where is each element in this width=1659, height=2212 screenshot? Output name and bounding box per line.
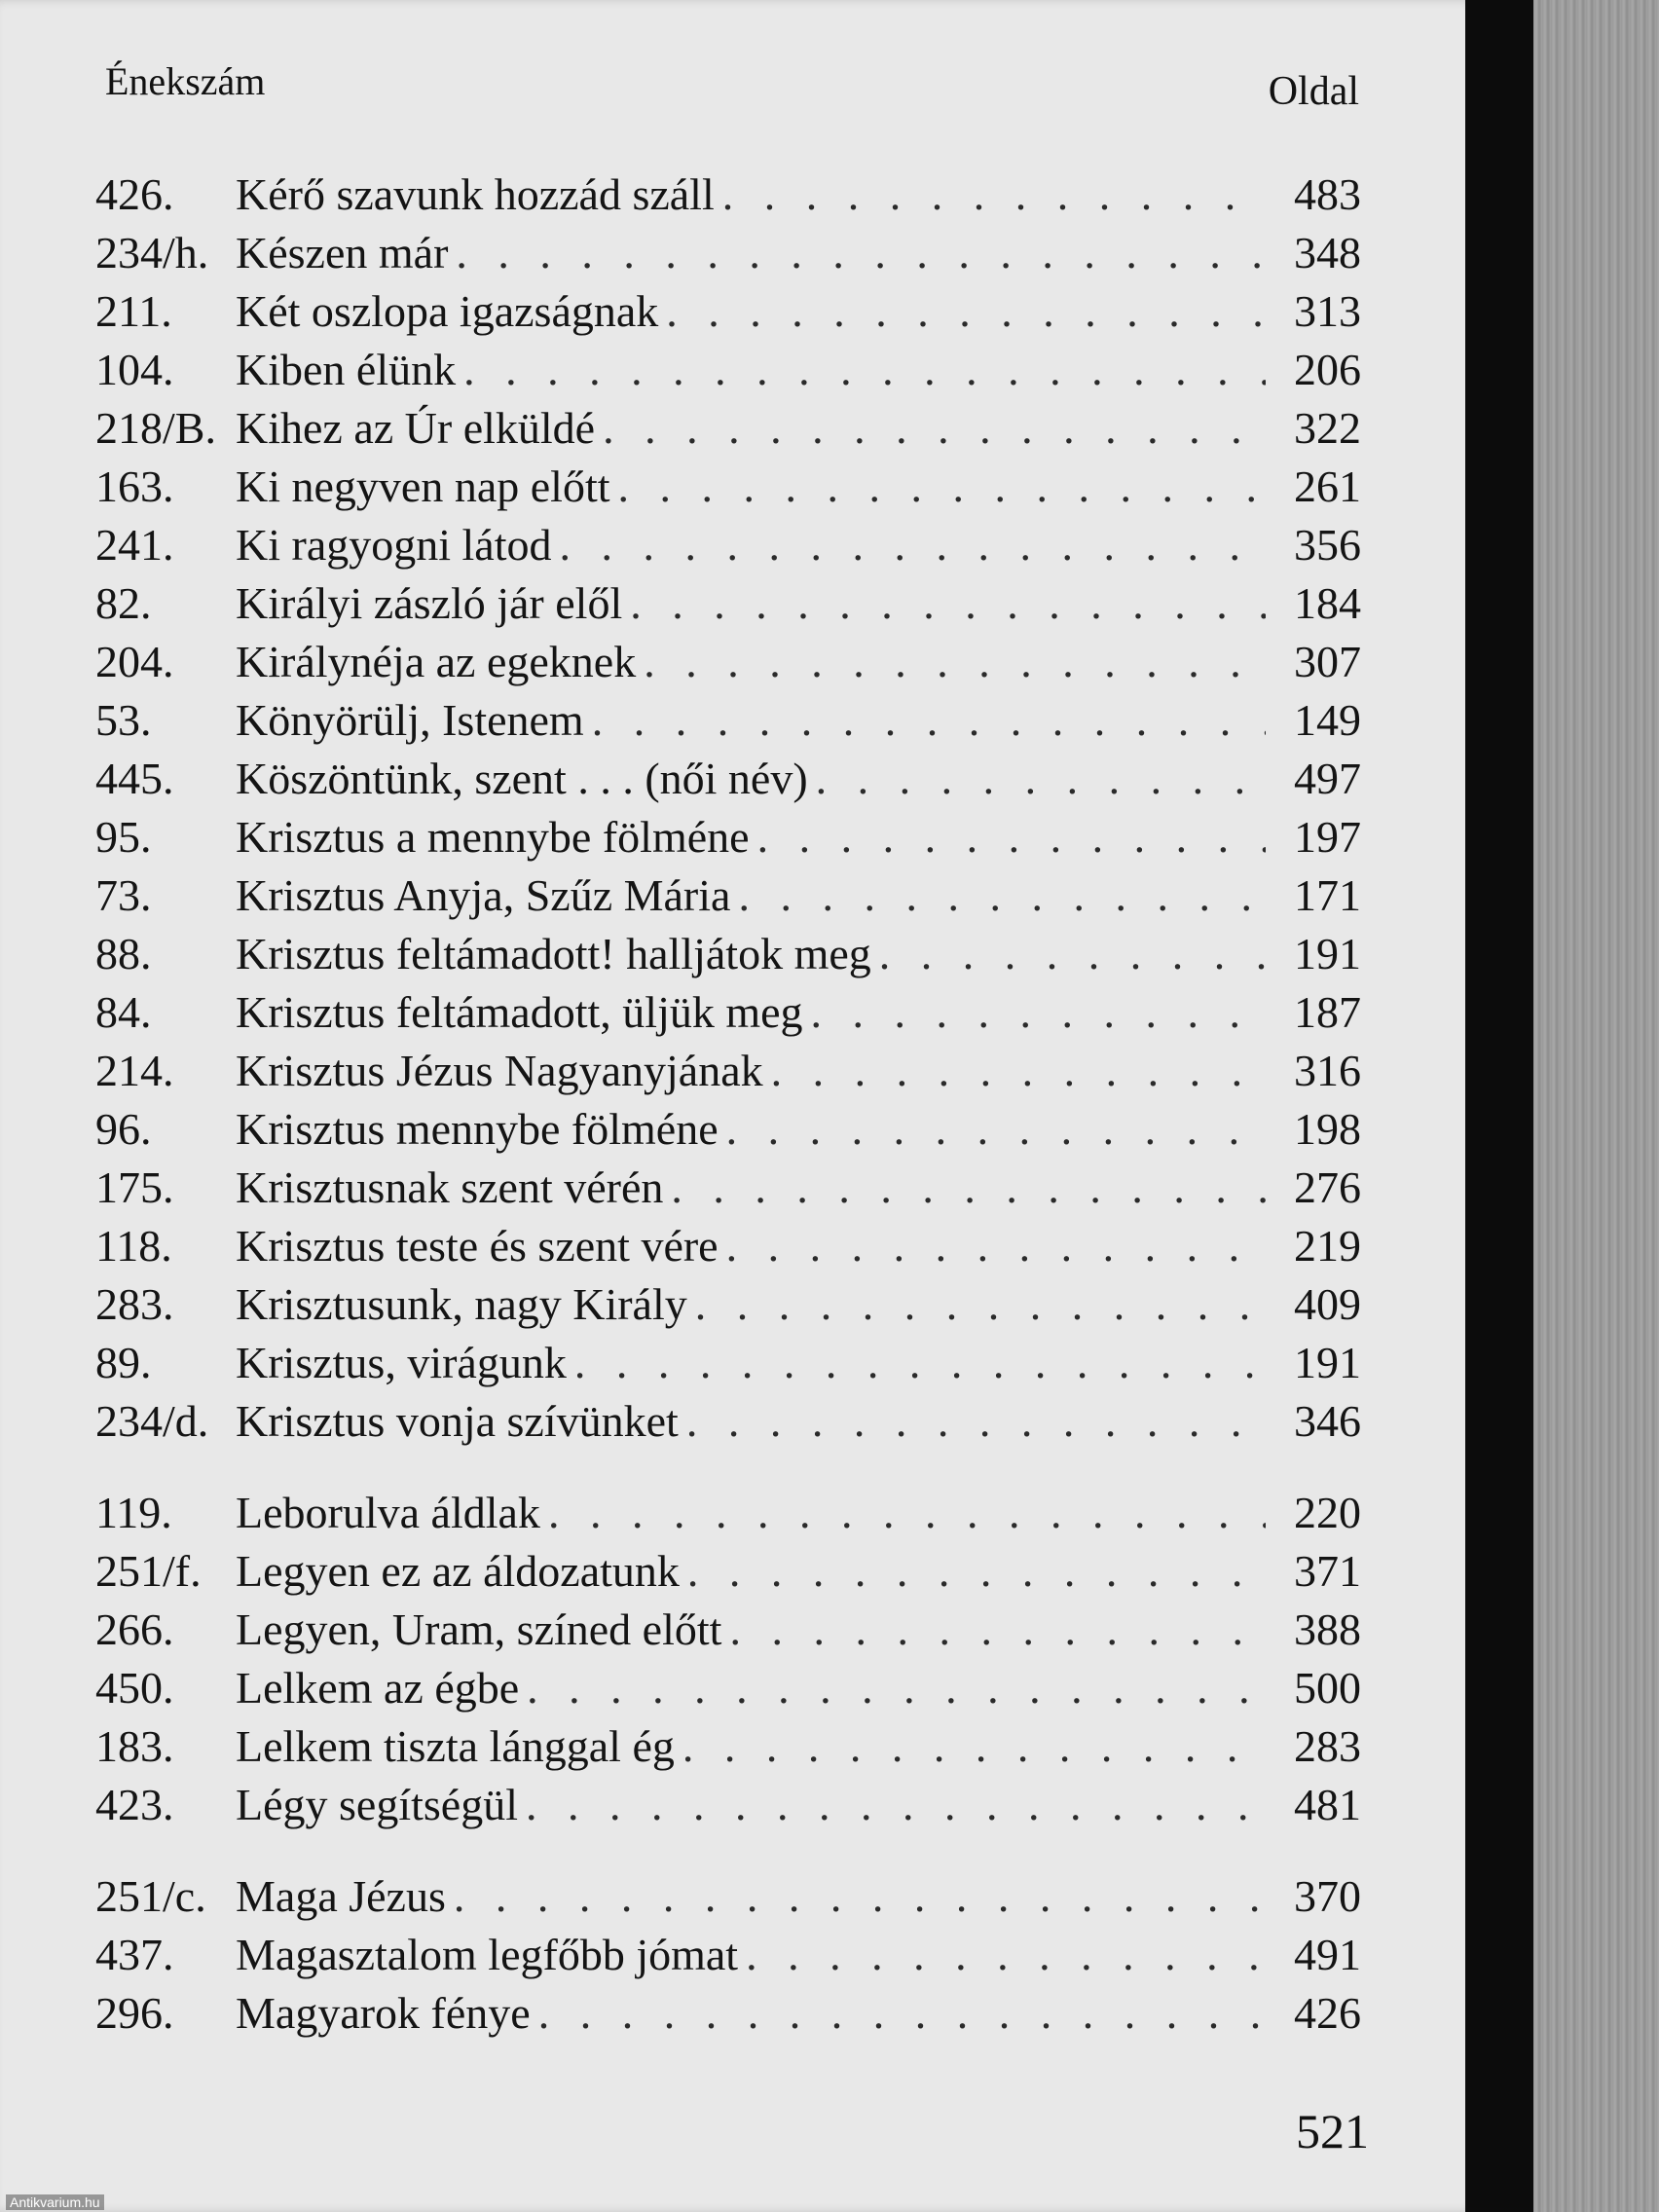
hymn-number: 234/d. — [95, 1396, 209, 1446]
page-reference: 219 — [1294, 1221, 1361, 1271]
page-reference: 313 — [1294, 286, 1361, 336]
page-reference: 348 — [1294, 228, 1361, 277]
index-group — [95, 1867, 1361, 2043]
hymn-index-list — [95, 166, 1361, 2043]
page-number: 521 — [1296, 2104, 1369, 2158]
hymn-title: Kihez az Úr elküldé — [236, 403, 596, 453]
index-entry — [95, 399, 1361, 458]
hymn-number: 118. — [95, 1221, 172, 1271]
page-reference: 283 — [1294, 1721, 1361, 1771]
dot-leader — [738, 866, 1266, 925]
dot-leader — [722, 166, 1266, 224]
book-spine — [1465, 0, 1533, 2212]
hymn-title: Krisztus Jézus Nagyanyjának — [236, 1046, 763, 1095]
page-reference: 191 — [1294, 929, 1361, 978]
dot-leader — [686, 1392, 1266, 1451]
hymn-title: Légy segítségül — [236, 1780, 518, 1829]
hymn-number: 175. — [95, 1162, 174, 1212]
hymn-number: 251/f. — [95, 1546, 202, 1596]
hymn-title: Kérő szavunk hozzád száll — [236, 169, 715, 219]
dot-leader — [574, 1334, 1266, 1392]
page-reference: 371 — [1294, 1546, 1361, 1596]
dot-leader — [682, 1717, 1266, 1776]
dot-leader — [560, 516, 1267, 574]
hymn-title: Lelkem tiszta lánggal ég — [236, 1721, 675, 1771]
page-reference: 356 — [1294, 520, 1361, 570]
hymn-number: 450. — [95, 1663, 174, 1713]
hymn-number: 437. — [95, 1930, 174, 1979]
index-entry — [95, 1159, 1361, 1217]
hymn-title: Készen már — [236, 228, 449, 277]
page-reference: 481 — [1294, 1780, 1361, 1829]
page-edges — [1533, 0, 1659, 2212]
index-entry — [95, 1717, 1361, 1776]
index-entry — [95, 224, 1361, 282]
dot-leader — [454, 1867, 1266, 1926]
hymn-number: 53. — [95, 695, 152, 745]
dot-leader — [879, 925, 1266, 983]
hymn-title: Krisztus feltámadott! halljátok meg — [236, 929, 871, 978]
hymn-number: 88. — [95, 929, 152, 978]
hymn-title: Kiben élünk — [236, 345, 457, 394]
hymn-title: Két oszlopa igazságnak — [236, 286, 659, 336]
dot-leader — [618, 458, 1266, 516]
hymn-number: 96. — [95, 1104, 152, 1154]
hymn-title: Krisztusunk, nagy Király — [236, 1279, 687, 1329]
hymn-title: Legyen ez az áldozatunk — [236, 1546, 680, 1596]
hymn-number: 266. — [95, 1604, 174, 1654]
index-entry — [95, 1042, 1361, 1100]
index-entry — [95, 516, 1361, 574]
dot-leader — [548, 1484, 1266, 1542]
hymn-number: 241. — [95, 520, 174, 570]
hymn-title: Könyörülj, Istenem — [236, 695, 584, 745]
hymn-title: Királynéja az egeknek — [236, 637, 637, 686]
index-entry — [95, 1484, 1361, 1542]
watermark: Antikvarium.hu — [6, 2194, 104, 2210]
index-entry — [95, 166, 1361, 224]
dot-leader — [592, 691, 1266, 750]
page-reference: 220 — [1294, 1488, 1361, 1537]
hymn-number: 283. — [95, 1279, 174, 1329]
page-reference: 191 — [1294, 1338, 1361, 1387]
index-group — [95, 1484, 1361, 1834]
index-entry — [95, 1100, 1361, 1159]
dot-leader — [771, 1042, 1266, 1100]
page-reference: 206 — [1294, 345, 1361, 394]
index-entry — [95, 1984, 1361, 2043]
hymn-number: 163. — [95, 461, 174, 511]
dot-leader — [695, 1275, 1266, 1334]
hymn-title: Krisztus vonja szívünket — [236, 1396, 679, 1446]
dot-leader — [687, 1542, 1266, 1601]
index-entry — [95, 808, 1361, 866]
index-entry — [95, 691, 1361, 750]
hymn-number: 214. — [95, 1046, 174, 1095]
page-reference: 184 — [1294, 578, 1361, 628]
index-entry — [95, 983, 1361, 1042]
column-header-page: Oldal — [1268, 69, 1359, 114]
index-group — [95, 166, 1361, 1451]
page-reference: 261 — [1294, 461, 1361, 511]
dot-leader — [538, 1984, 1266, 2043]
dot-leader — [666, 282, 1266, 341]
index-entry — [95, 1392, 1361, 1451]
page-reference: 483 — [1294, 169, 1361, 219]
page-reference: 316 — [1294, 1046, 1361, 1095]
dot-leader — [671, 1159, 1266, 1217]
dot-leader — [603, 399, 1266, 458]
page-reference: 500 — [1294, 1663, 1361, 1713]
page-reference: 307 — [1294, 637, 1361, 686]
hymn-title: Királyi zászló jár elől — [236, 578, 623, 628]
page-reference: 491 — [1294, 1930, 1361, 1979]
hymn-title: Krisztus mennybe fölméne — [236, 1104, 719, 1154]
hymn-title: Legyen, Uram, színed előtt — [236, 1604, 722, 1654]
index-entry — [95, 282, 1361, 341]
hymn-title: Krisztus feltámadott, üljük meg — [236, 987, 803, 1037]
index-entry — [95, 1659, 1361, 1717]
column-header-hymn-number: Énekszám — [105, 59, 266, 103]
dot-leader — [726, 1217, 1266, 1275]
index-entry — [95, 341, 1361, 399]
page-reference: 197 — [1294, 812, 1361, 862]
index-entry — [95, 574, 1361, 633]
dot-leader — [746, 1926, 1266, 1984]
hymn-title: Krisztus teste és szent vére — [236, 1221, 719, 1271]
hymn-title: Lelkem az égbe — [236, 1663, 520, 1713]
page-reference: 409 — [1294, 1279, 1361, 1329]
index-entry — [95, 1601, 1361, 1659]
hymn-number: 296. — [95, 1988, 174, 2038]
index-entry — [95, 925, 1361, 983]
hymn-number: 119. — [95, 1488, 172, 1537]
hymn-number: 73. — [95, 870, 152, 920]
hymn-title: Magasztalom legfőbb jómat — [236, 1930, 739, 1979]
page-reference: 322 — [1294, 403, 1361, 453]
hymn-title: Krisztusnak szent vérén — [236, 1162, 664, 1212]
hymn-number: 204. — [95, 637, 174, 686]
page-reference: 388 — [1294, 1604, 1361, 1654]
page-reference: 149 — [1294, 695, 1361, 745]
hymn-title: Magyarok fénye — [236, 1988, 531, 2038]
hymn-number: 234/h. — [95, 228, 209, 277]
index-entry — [95, 1217, 1361, 1275]
index-entry — [95, 750, 1361, 808]
hymn-number: 423. — [95, 1780, 174, 1829]
index-entry — [95, 633, 1361, 691]
index-entry — [95, 1542, 1361, 1601]
dot-leader — [463, 341, 1266, 399]
dot-leader — [527, 1659, 1266, 1717]
hymn-number: 211. — [95, 286, 172, 336]
page-reference: 497 — [1294, 754, 1361, 803]
dot-leader — [644, 633, 1266, 691]
index-entry — [95, 1867, 1361, 1926]
hymn-title: Krisztus, virágunk — [236, 1338, 567, 1387]
dot-leader — [811, 983, 1266, 1042]
page-reference: 187 — [1294, 987, 1361, 1037]
dot-leader — [630, 574, 1266, 633]
hymn-number: 89. — [95, 1338, 152, 1387]
hymn-number: 183. — [95, 1721, 174, 1771]
dot-leader — [816, 750, 1266, 808]
index-entry — [95, 1926, 1361, 1984]
dot-leader — [526, 1776, 1266, 1834]
hymn-title: Köszöntünk, szent . . . (női név) — [236, 754, 808, 803]
index-entry — [95, 866, 1361, 925]
hymn-title: Krisztus Anyja, Szűz Mária — [236, 870, 731, 920]
hymn-number: 445. — [95, 754, 174, 803]
hymn-number: 82. — [95, 578, 152, 628]
page-reference: 276 — [1294, 1162, 1361, 1212]
dot-leader — [456, 224, 1266, 282]
index-entry — [95, 1776, 1361, 1834]
hymn-title: Ki negyven nap előtt — [236, 461, 610, 511]
hymn-number: 251/c. — [95, 1871, 206, 1921]
dot-leader — [757, 808, 1266, 866]
page-reference: 426 — [1294, 1988, 1361, 2038]
index-entry — [95, 1334, 1361, 1392]
page-reference: 346 — [1294, 1396, 1361, 1446]
hymn-number: 95. — [95, 812, 152, 862]
index-entry — [95, 1275, 1361, 1334]
hymn-number: 84. — [95, 987, 152, 1037]
hymn-number: 218/B. — [95, 403, 216, 453]
dot-leader — [726, 1100, 1266, 1159]
hymn-title: Krisztus a mennybe fölméne — [236, 812, 750, 862]
hymn-title: Maga Jézus — [236, 1871, 446, 1921]
page-reference: 171 — [1294, 870, 1361, 920]
page-reference: 370 — [1294, 1871, 1361, 1921]
page-reference: 198 — [1294, 1104, 1361, 1154]
hymn-number: 426. — [95, 169, 174, 219]
hymn-title: Leborulva áldlak — [236, 1488, 540, 1537]
hymn-number: 104. — [95, 345, 174, 394]
hymn-title: Ki ragyogni látod — [236, 520, 552, 570]
index-entry — [95, 458, 1361, 516]
dot-leader — [729, 1601, 1266, 1659]
